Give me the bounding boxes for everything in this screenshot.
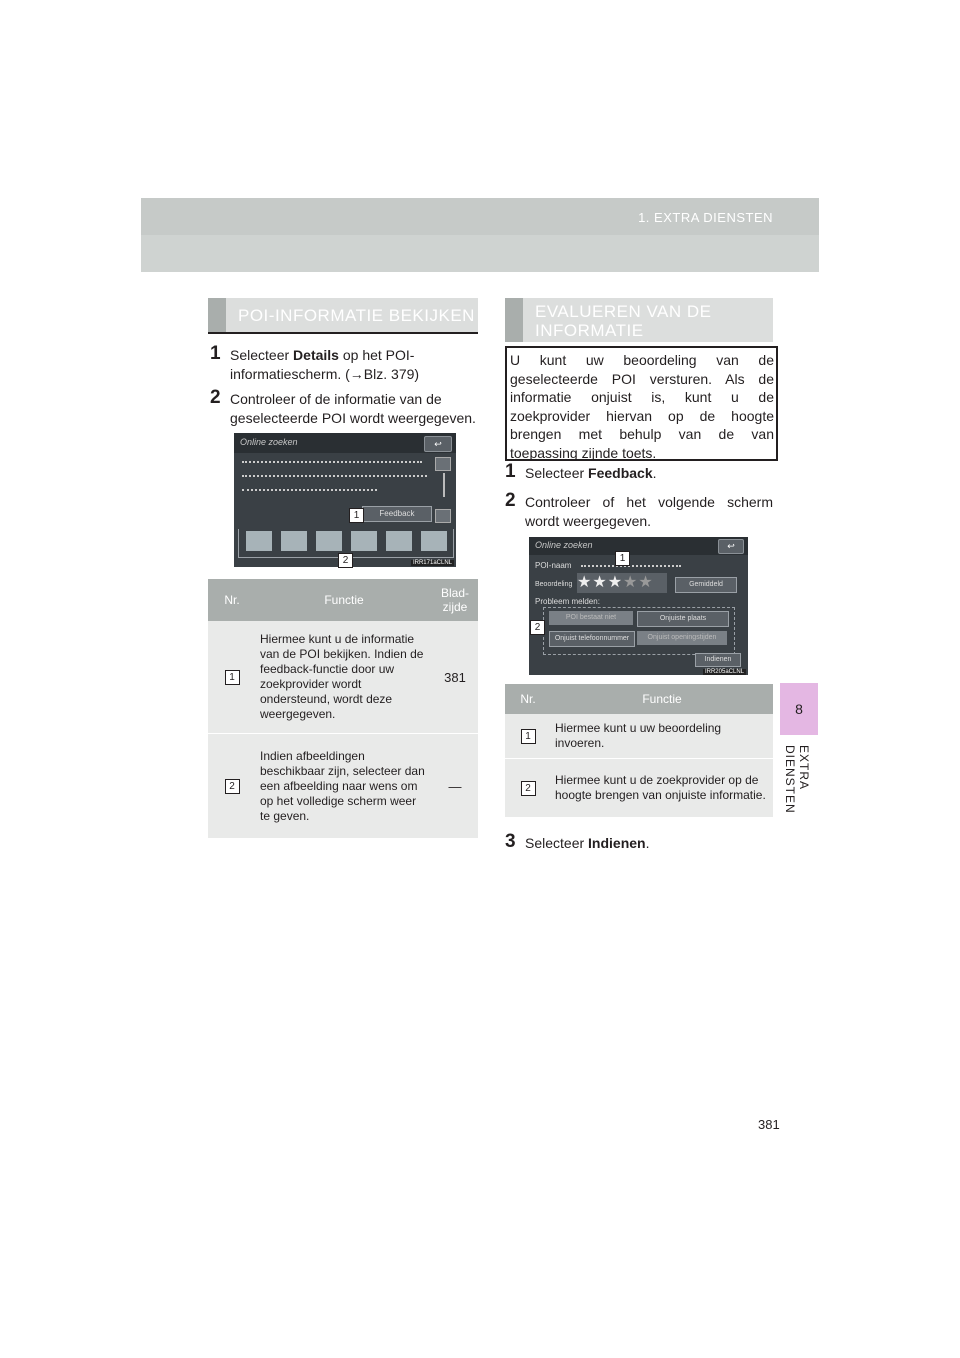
info-text-line xyxy=(242,489,377,494)
rating-value-label: Gemiddeld xyxy=(689,581,723,588)
scroll-up-button[interactable] xyxy=(435,457,451,471)
step-text-post: . xyxy=(652,465,657,481)
table-header-row xyxy=(208,579,478,621)
image-thumbnail[interactable] xyxy=(316,531,342,551)
problem-button-label: POI bestaat niet xyxy=(565,614,617,621)
info-text-line xyxy=(242,475,427,480)
chapter-number: 8 xyxy=(795,701,803,717)
problem-button-label: Onjuiste plaats xyxy=(659,615,707,622)
row-functie: Hiermee kunt u de zoekprovider op de hoogte brengen van onjuiste informatie. xyxy=(551,759,773,818)
col-functie: Functie xyxy=(551,684,773,714)
page-number: 381 xyxy=(758,1117,780,1132)
problem-label: Probleem melden: xyxy=(535,597,600,606)
row-nr xyxy=(505,714,551,759)
step-number: 1 xyxy=(505,461,516,482)
scroll-down-button[interactable] xyxy=(435,509,451,523)
col-nr: Nr. xyxy=(505,684,551,714)
rating-label: Beoordeling xyxy=(535,581,573,588)
section-header-bar xyxy=(208,298,226,332)
row-functie: Hiermee kunt u uw beoordeling invoeren. xyxy=(551,714,773,759)
col-blad: Blad-zijde xyxy=(432,579,478,621)
table-row xyxy=(208,621,478,734)
callout-2: 2 xyxy=(338,553,353,568)
section-title-line2: INFORMATIE xyxy=(535,321,644,340)
step-text-post: . xyxy=(645,835,650,851)
row-callout: 2 xyxy=(225,779,240,794)
empty-stars: ★★ xyxy=(623,574,654,591)
row-blad: 381 xyxy=(432,621,478,734)
table-header-row xyxy=(505,684,773,714)
step-1-right xyxy=(505,461,773,486)
step-text: Controleer of de informatie van de geselecteerde POI wordt weergegeven. xyxy=(230,391,476,426)
back-button[interactable]: ↩ xyxy=(718,539,744,554)
section-title-line1: EVALUEREN VAN DE xyxy=(535,302,712,321)
step-2-left xyxy=(210,387,478,430)
image-code: IRR171aCLNL xyxy=(412,560,452,566)
step-text-pre: Selecteer xyxy=(525,835,589,851)
rating-stars[interactable]: ★★★★★ xyxy=(577,573,667,593)
left-function-table xyxy=(208,579,478,839)
row-nr xyxy=(208,621,256,734)
feedback-button[interactable] xyxy=(362,506,432,522)
row-callout: 1 xyxy=(225,670,240,685)
table-row xyxy=(505,759,773,818)
step-number: 1 xyxy=(210,343,221,364)
step-bold: Feedback xyxy=(588,465,653,481)
screen-title: Online zoeken xyxy=(240,437,298,447)
step-2-right xyxy=(505,490,773,533)
scrollbar[interactable] xyxy=(443,473,445,497)
submit-button[interactable] xyxy=(695,653,741,667)
problem-button-wrong-place[interactable] xyxy=(637,611,729,627)
row-callout: 1 xyxy=(521,729,536,744)
row-nr xyxy=(208,734,256,839)
header-title: 1. EXTRA DIENSTEN xyxy=(638,210,773,225)
screenshot-feedback xyxy=(529,537,748,675)
step-number: 2 xyxy=(210,387,221,408)
back-button[interactable]: ↩ xyxy=(424,436,452,452)
section-title: POI-INFORMATIE BEKIJKEN xyxy=(238,306,475,325)
right-function-table xyxy=(505,684,773,818)
chapter-label: EXTRA DIENSTEN xyxy=(783,745,811,814)
step-bold: Details xyxy=(293,347,339,363)
step-text xyxy=(525,464,773,483)
rating-value-button[interactable] xyxy=(675,577,737,593)
chapter-tab xyxy=(780,683,818,735)
step-text: Controleer of het volgende scherm wordt weergegeven. xyxy=(525,494,773,529)
section-header-bar xyxy=(505,298,523,342)
table-row xyxy=(505,714,773,759)
callout-1: 1 xyxy=(349,508,364,523)
poi-name-label: POI-naam xyxy=(535,561,572,570)
step-text-pre: Selecteer xyxy=(230,347,294,363)
section-header-evaluate xyxy=(505,298,773,342)
problem-button-wrong-phone[interactable] xyxy=(549,631,635,647)
problem-button-poi-missing[interactable] xyxy=(549,611,633,625)
step-3-right xyxy=(505,831,773,856)
image-thumbnail[interactable] xyxy=(246,531,272,551)
image-thumbnail[interactable] xyxy=(386,531,412,551)
info-text-line xyxy=(242,461,422,466)
screen-title: Online zoeken xyxy=(535,540,593,550)
table-row xyxy=(208,734,478,839)
info-box: U kunt uw beoordeling van de geselecteerde POI versturen. Als de informatie onjuist is, kunt u de zoekprovider hiervan op de hoogte brengen met behulp van de van toepassing zijnde toets. xyxy=(505,346,778,461)
step-text-pre: Selecteer xyxy=(525,465,589,481)
section-header-poi-info xyxy=(208,298,478,334)
submit-button-label: Indienen xyxy=(704,656,732,663)
row-functie: Hiermee kunt u de informatie van de POI bekijken. Indien de feedback-functie door uw zoekprovider wordt ondersteund, wordt deze weergegeven. xyxy=(256,621,432,734)
image-thumbnail[interactable] xyxy=(421,531,447,551)
image-thumbnail[interactable] xyxy=(281,531,307,551)
row-functie: Indien afbeeldingen beschikbaar zijn, selecteer dan een afbeelding naar wens om op het volledige scherm weer te geven. xyxy=(256,734,432,839)
poi-name-value xyxy=(581,565,681,570)
col-nr: Nr. xyxy=(208,579,256,621)
step-bold: Indienen xyxy=(588,835,646,851)
problem-button-label: Onjuist telefoonnummer xyxy=(554,635,630,642)
image-code: IRR205aCLNL xyxy=(704,669,744,675)
image-thumbnail[interactable] xyxy=(351,531,377,551)
row-nr xyxy=(505,759,551,818)
step-1-left xyxy=(210,343,478,386)
step-number: 3 xyxy=(505,831,516,852)
step-text xyxy=(230,346,478,384)
row-blad: — xyxy=(432,734,478,839)
problem-button-wrong-hours[interactable] xyxy=(637,631,727,645)
row-callout: 2 xyxy=(521,781,536,796)
step-text xyxy=(525,834,773,853)
step-number: 2 xyxy=(505,490,516,511)
page-header xyxy=(141,198,819,272)
col-functie: Functie xyxy=(256,579,432,621)
screenshot-poi-details xyxy=(234,433,456,567)
callout-1: 1 xyxy=(615,551,630,566)
step-text-post: op het POI-informatiescherm. (→Blz. 379) xyxy=(230,347,420,382)
callout-2: 2 xyxy=(530,620,545,635)
problem-button-label: Onjuist openingstijden xyxy=(647,634,717,641)
feedback-button-label: Feedback xyxy=(379,509,415,518)
